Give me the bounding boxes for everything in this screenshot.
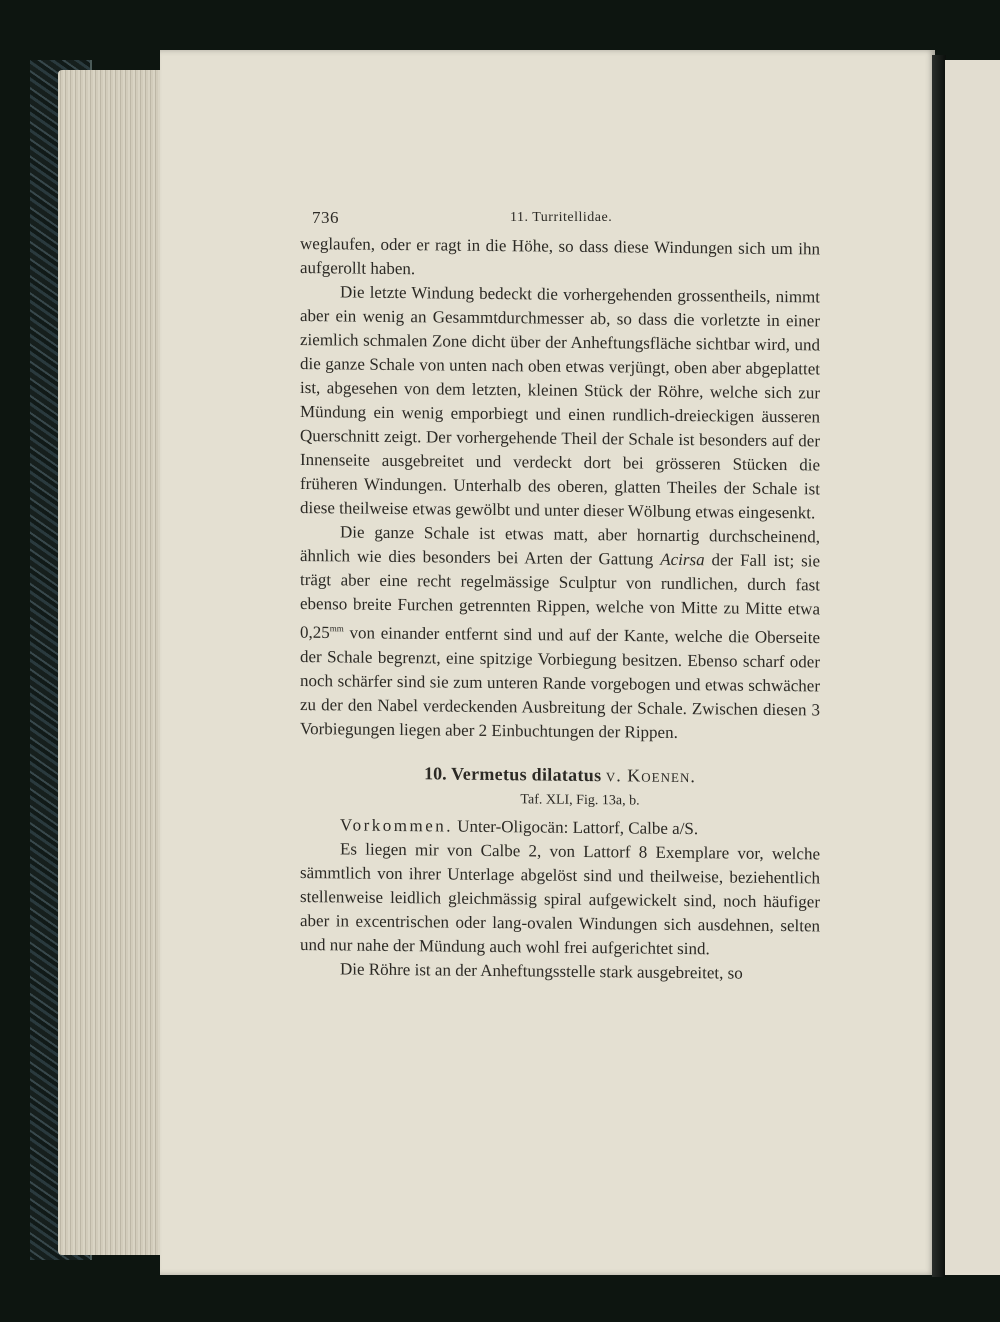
occurrence-text: Unter-Oligocän: Lattorf, Calbe a/S. (457, 816, 699, 838)
paragraph-3-part-c: von einander entfernt sind und auf der Kante, welche die Oberseite der Schale begrenzt, eine spitzige Vorbiegung besitzen. Ebenso scharf oder noch schärfer sind sie zum unteren Rande vorgebogen und etwas schwächer zu der den Nabel verdeckenden Ausbreitung der Schale. Zwischen diesen 3 Vorbiegungen liegen aber 2 Einbuchtungen der Rippen. (300, 623, 821, 742)
paragraph-3-part-a: Die ganze Schale ist etwas matt, aber hornartig durchscheinend, ähnlich wie dies besonders bei Arten der Gattung (300, 522, 820, 569)
plate-reference: Taf. XLI, Fig. 13a, b. (520, 791, 640, 809)
paragraph-1: weglaufen, oder er ragt in die Höhe, so dass diese Windungen sich um ihn aufgerollt haben. (300, 234, 820, 279)
text-block (300, 232, 820, 986)
paragraph-4: Es liegen mir von Calbe 2, von Lattorf 8 Exemplare vor, welche sämmtlich von ihrer Unterlage abgelöst sind und theilweise, beziehentlich stellenweise leidlich gleichmässig spiral aufgewickelt sind, noch häufiger aber in excentrischen oder lang-ovalen Windungen sich ausdehnen, selten und nur nahe der Mündung auch wohl frei aufgerichtet sind. (300, 839, 820, 958)
paragraph-5: Die Röhre ist an der Anheftungsstelle stark ausgebreitet, so (340, 959, 743, 983)
running-title: 11. Turritellidae. (510, 210, 613, 225)
unit-mm: mm (329, 623, 344, 634)
paragraph-3-part-b: der Fall ist; sie trägt aber eine recht regelmässige Sculptur von rundlichen, durch fast ebenso breite Furchen getrennten Rippen, welche von Mitte zu Mitte etwa 0,25 (300, 550, 821, 642)
genus-acirsa: Acirsa (660, 549, 705, 570)
page-content (300, 208, 820, 981)
species-author: v. Koenen. (605, 764, 696, 786)
species-number: 10. (424, 762, 447, 784)
facing-page-edge (945, 60, 1000, 1275)
running-header (300, 208, 820, 232)
paragraph-3 (300, 520, 820, 746)
paragraph-2: Die letzte Windung bedeckt die vorhergehenden grossentheils, nimmt aber ein wenig an Gesammtdurchmesser ab, so dass die vorletzte in einer ziemlich schmalen Zone dicht über der Anheftungsfläche sichtbar wird, und die ganze Schale von unten nach oben etwas verjüngt, oben aber abgeplattet ist, abgesehen von dem letzten, kleinen Stück der Röhre, welche sich zur Mündung ein wenig emporbiegt und einen rundlich-dreieckigen äusseren Querschnitt zeigt. Der vorhergehende Theil der Schale ist besonders auf der Innenseite ausgebreitet und verdeckt dort bei grösseren Stücken die früheren Windungen. Unterhalb des oberen, glatten Theiles der Schale ist diese theilweise etwas gewölbt und unter dieser Wölbung etwas eingesenkt. (300, 282, 820, 523)
page-number: 736 (312, 208, 339, 227)
species-heading (300, 759, 820, 790)
species-name: Vermetus dilatatus (451, 763, 602, 785)
page-stack-edges (58, 70, 168, 1255)
occurrence-label: Vorkommen. (340, 815, 453, 836)
book-gutter (932, 55, 946, 1277)
